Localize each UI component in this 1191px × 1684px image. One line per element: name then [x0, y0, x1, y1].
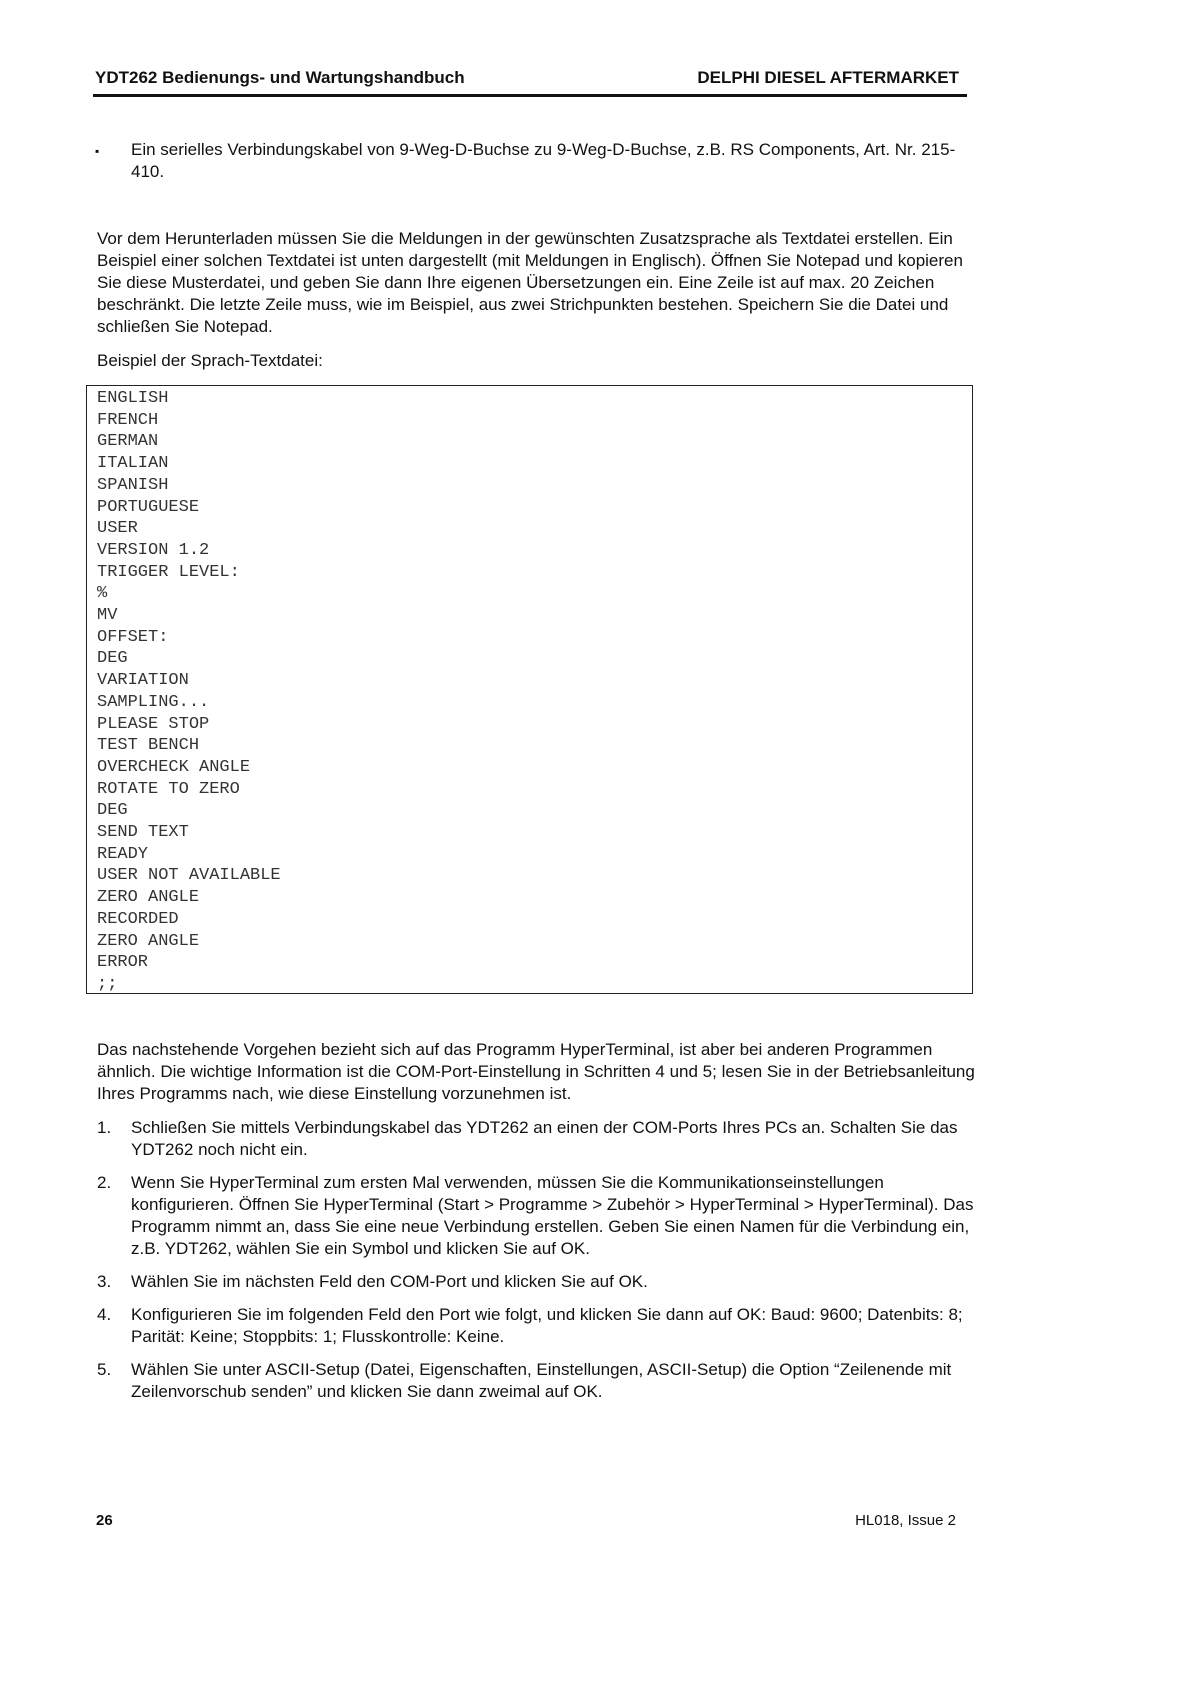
issue-label: HL018, Issue 2: [855, 1512, 956, 1529]
step-item: [97, 1359, 977, 1403]
example-line: SAMPLING...: [97, 692, 210, 712]
example-line: %: [97, 584, 108, 604]
example-line: READY: [97, 844, 149, 864]
intro-paragraph: Vor dem Herunterladen müssen Sie die Meldungen in der gewünschten Zusatzsprache als Textdatei erstellen. Ein Beispiel einer solchen Textdatei ist unten dargestellt (mit Meldungen in Englisch). Öffnen Sie Notepad und kopieren Sie diese Musterdatei, und geben Sie dann Ihre eigenen Übersetzungen ein. Eine Zeile ist auf max. 20 Zeichen beschränkt. Die letzte Zeile muss, wie im Beispiel, aus zwei Strichpunkten bestehen. Speichern Sie die Datei und schließen Sie Notepad.: [97, 229, 963, 336]
step-text: Wählen Sie unter ASCII-Setup (Datei, Eigenschaften, Einstellungen, ASCII-Setup) die Option “Zeilenende mit Zeilenvorschub senden” und klicken Sie dann zweimal auf OK.: [131, 1360, 952, 1401]
step-number: 1.: [97, 1118, 112, 1137]
step-number: 5.: [97, 1360, 112, 1379]
step-item: [97, 1172, 977, 1260]
example-line: MV: [97, 606, 118, 626]
example-line: RECORDED: [97, 909, 179, 929]
step-item: [97, 1117, 977, 1161]
example-line: VARIATION: [97, 671, 189, 691]
example-line: ENGLISH: [97, 389, 169, 408]
requirement-bullet: [95, 139, 965, 183]
example-line: ITALIAN: [97, 454, 169, 474]
example-line: TEST BENCH: [97, 736, 200, 756]
example-line: DEG: [97, 801, 128, 821]
example-text-file-box: [86, 385, 973, 994]
step-text: Konfigurieren Sie im folgenden Feld den Port wie folgt, und klicken Sie dann auf OK: Baud: 9600; Datenbits: 8; Parität: Keine; Stoppbits: 1; Flusskontrolle: Keine.: [131, 1305, 963, 1346]
example-line: PORTUGUESE: [97, 497, 200, 517]
step-item: [97, 1271, 977, 1293]
example-line: ZERO ANGLE: [97, 888, 200, 908]
step-text: Schließen Sie mittels Verbindungskabel das YDT262 an einen der COM-Ports Ihres PCs an. Schalten Sie das YDT262 noch nicht ein.: [131, 1118, 958, 1159]
step-text: Wählen Sie im nächsten Feld den COM-Port und klicken Sie auf OK.: [131, 1272, 648, 1291]
example-line: TRIGGER LEVEL:: [97, 562, 240, 582]
example-line: PLEASE STOP: [97, 714, 210, 734]
company-name: DELPHI DIESEL AFTERMARKET: [697, 68, 959, 87]
bullet-marker: ▪: [95, 144, 100, 158]
example-line: USER NOT AVAILABLE: [97, 866, 281, 886]
procedure-steps: [97, 1117, 977, 1414]
example-caption: Beispiel der Sprach-Textdatei:: [97, 351, 323, 370]
step-text: Wenn Sie HyperTerminal zum ersten Mal verwenden, müssen Sie die Kommunikationseinstellungen konfigurieren. Öffnen Sie HyperTerminal (Start > Programme > Zubehör > HyperTerminal > HyperTerminal). Das Programm nimmt an, dass Sie eine neue Verbindung erstellen. Geben Sie einen Namen für die Verbindung ein, z.B. YDT262, wählen Sie ein Symbol und klicken Sie auf OK.: [131, 1173, 974, 1258]
example-line: ERROR: [97, 953, 149, 973]
example-line: ROTATE TO ZERO: [97, 779, 240, 799]
example-line: FRENCH: [97, 410, 159, 430]
example-line: SEND TEXT: [97, 823, 189, 843]
example-line: ZERO ANGLE: [97, 931, 200, 951]
step-number: 4.: [97, 1305, 112, 1324]
example-line: OFFSET:: [97, 627, 169, 647]
page-number: 26: [96, 1512, 113, 1529]
example-line: OVERCHECK ANGLE: [97, 757, 251, 777]
step-number: 3.: [97, 1272, 112, 1291]
example-line: DEG: [97, 649, 128, 669]
page-header: [93, 66, 967, 97]
document-title: YDT262 Bedienungs- und Wartungshandbuch: [95, 68, 465, 87]
procedure-paragraph: Das nachstehende Vorgehen bezieht sich auf das Programm HyperTerminal, ist aber bei anderen Programmen ähnlich. Die wichtige Information ist die COM-Port-Einstellung in Schritten 4 und 5; lesen Sie in der Betriebsanleitung Ihres Programms nach, wie diese Einstellung vorzunehmen ist.: [97, 1040, 975, 1103]
example-line: VERSION 1.2: [97, 540, 210, 560]
example-line: ;;: [97, 974, 118, 994]
step-item: [97, 1304, 977, 1348]
step-number: 2.: [97, 1173, 112, 1192]
example-line: GERMAN: [97, 432, 159, 452]
bullet-text: Ein serielles Verbindungskabel von 9-Weg-D-Buchse zu 9-Weg-D-Buchse, z.B. RS Components, Art. Nr. 215-410.: [131, 140, 956, 181]
example-line: USER: [97, 519, 138, 539]
example-line: SPANISH: [97, 475, 169, 495]
